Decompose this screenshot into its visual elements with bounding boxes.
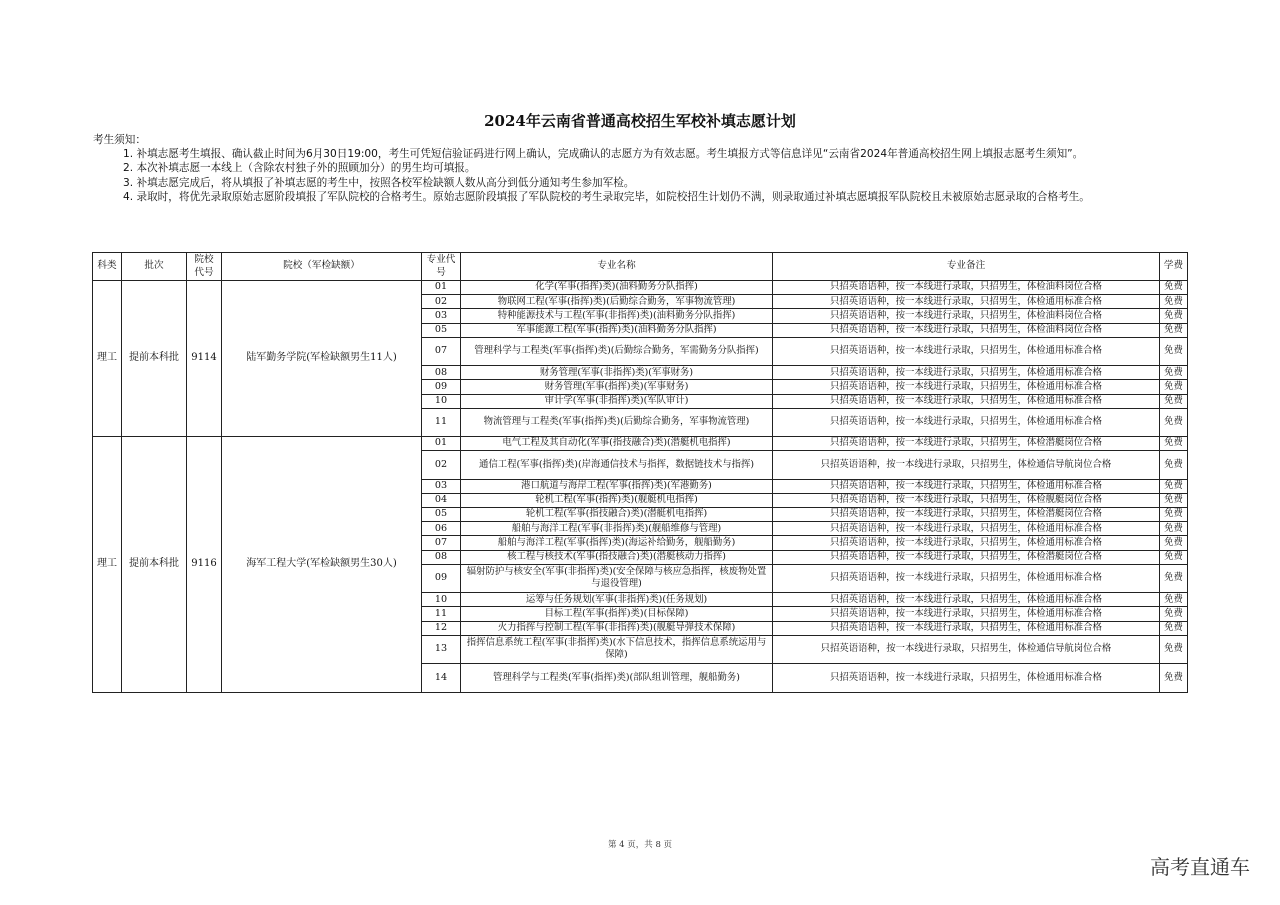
cell-major: 船舶与海洋工程(军事(指挥)类)(海运补给勤务，舰船勤务)	[461, 536, 773, 550]
notice-item: 4. 录取时，将优先录取原始志愿阶段填报了军队院校的合格考生。原始志愿阶段填报了军队院校的考生录取完毕，如院校招生计划仍不满，则录取通过补填志愿填报军队院校且未被原始志愿录取的合格考生。	[123, 190, 1090, 203]
cell-subject: 理工	[93, 437, 122, 692]
cell-fee: 免费	[1160, 394, 1188, 408]
cell-major-code: 08	[422, 366, 461, 380]
cell-major-code: 01	[422, 437, 461, 451]
cell-remark: 只招英语语种，按一本线进行录取，只招男生，体检通用标准合格	[773, 593, 1160, 607]
cell-school: 陆军勤务学院(军检缺额男生11人)	[222, 281, 422, 437]
cell-major: 轮机工程(军事(指技融合)类)(潜艇机电指挥)	[461, 508, 773, 522]
cell-major: 物流管理与工程类(军事(指挥)类)(后勤综合勤务，军事物流管理)	[461, 408, 773, 436]
cell-major-code: 02	[422, 295, 461, 309]
cell-major: 通信工程(军事(指挥)类)(岸海通信技术与指挥，数据链技术与指挥)	[461, 451, 773, 479]
cell-major: 目标工程(军事(指挥)类)(目标保障)	[461, 607, 773, 621]
cell-fee: 免费	[1160, 337, 1188, 365]
cell-fee: 免费	[1160, 323, 1188, 337]
cell-fee: 免费	[1160, 295, 1188, 309]
cell-major-code: 02	[422, 451, 461, 479]
cell-remark: 只招英语语种，按一本线进行录取，只招男生，体检通用标准合格	[773, 408, 1160, 436]
cell-major: 指挥信息系统工程(军事(非指挥)类)(水下信息技术，指挥信息系统运用与保障)	[461, 635, 773, 663]
header-major: 专业名称	[461, 253, 773, 281]
cell-remark: 只招英语语种，按一本线进行录取，只招男生，体检通信导航岗位合格	[773, 451, 1160, 479]
cell-remark: 只招英语语种，按一本线进行录取，只招男生，体检通用标准合格	[773, 522, 1160, 536]
header-school-code: 院校代号	[187, 253, 222, 281]
cell-fee: 免费	[1160, 664, 1188, 692]
cell-major: 管理科学与工程类(军事(指挥)类)(后勤综合勤务，军需勤务分队指挥)	[461, 337, 773, 365]
notice-section	[93, 133, 1193, 204]
cell-major-code: 08	[422, 550, 461, 564]
header-subject: 科类	[93, 253, 122, 281]
cell-major-code: 09	[422, 380, 461, 394]
cell-major-code: 07	[422, 536, 461, 550]
header-remark: 专业备注	[773, 253, 1160, 281]
cell-major: 辐射防护与核安全(军事(非指挥)类)(安全保障与核应急指挥，核废物处置与退役管理)	[461, 564, 773, 592]
cell-remark: 只招英语语种，按一本线进行录取，只招男生，体检油料岗位合格	[773, 323, 1160, 337]
cell-major-code: 10	[422, 593, 461, 607]
table-row	[93, 437, 1188, 451]
cell-major-code: 12	[422, 621, 461, 635]
cell-fee: 免费	[1160, 380, 1188, 394]
notice-item: 1. 补填志愿考生填报、确认截止时间为6月30日19:00，考生可凭短信验证码进行网上确认，完成确认的志愿方为有效志愿。考生填报方式等信息详见“云南省2024年普通高校招生网上填报志愿考生须知”。	[123, 148, 1084, 161]
cell-major: 特种能源技术与工程(军事(非指挥)类)(油料勤务分队指挥)	[461, 309, 773, 323]
cell-remark: 只招英语语种，按一本线进行录取，只招男生，体检通用标准合格	[773, 621, 1160, 635]
cell-batch: 提前本科批	[122, 437, 187, 692]
cell-fee: 免费	[1160, 451, 1188, 479]
header-fee: 学费	[1160, 253, 1188, 281]
watermark: 高考直通车	[1150, 855, 1250, 879]
cell-major: 电气工程及其自动化(军事(指技融合)类)(潜艇机电指挥)	[461, 437, 773, 451]
cell-fee: 免费	[1160, 635, 1188, 663]
cell-major-code: 13	[422, 635, 461, 663]
header-school: 院校（军检缺额）	[222, 253, 422, 281]
cell-remark: 只招英语语种，按一本线进行录取，只招男生，体检通用标准合格	[773, 337, 1160, 365]
cell-fee: 免费	[1160, 437, 1188, 451]
notice-item: 3. 补填志愿完成后，将从填报了补填志愿的考生中，按照各校军检缺额人数从高分到低分通知考生参加军检。	[123, 176, 635, 189]
cell-batch: 提前本科批	[122, 281, 187, 437]
cell-remark: 只招英语语种，按一本线进行录取，只招男生，体检通用标准合格	[773, 607, 1160, 621]
cell-major: 物联网工程(军事(指挥)类)(后勤综合勤务，军事物流管理)	[461, 295, 773, 309]
cell-major-code: 11	[422, 607, 461, 621]
cell-major-code: 01	[422, 281, 461, 295]
cell-major: 财务管理(军事(指挥)类)(军事财务)	[461, 380, 773, 394]
cell-major: 船舶与海洋工程(军事(非指挥)类)(舰船维修与管理)	[461, 522, 773, 536]
page-number: 第 4 页，共 8 页	[607, 840, 673, 850]
notice-item: 2. 本次补填志愿一本线上（含除农村独子外的照顾加分）的男生均可填报。	[123, 162, 476, 175]
cell-remark: 只招英语语种，按一本线进行录取，只招男生，体检通用标准合格	[773, 664, 1160, 692]
cell-school-code: 9114	[187, 281, 222, 437]
cell-fee: 免费	[1160, 607, 1188, 621]
cell-remark: 只招英语语种，按一本线进行录取，只招男生，体检潜艇岗位合格	[773, 508, 1160, 522]
cell-fee: 免费	[1160, 550, 1188, 564]
cell-fee: 免费	[1160, 564, 1188, 592]
cell-school: 海军工程大学(军检缺额男生30人)	[222, 437, 422, 692]
cell-fee: 免费	[1160, 522, 1188, 536]
cell-remark: 只招英语语种，按一本线进行录取，只招男生，体检通用标准合格	[773, 380, 1160, 394]
cell-remark: 只招英语语种，按一本线进行录取，只招男生，体检通用标准合格	[773, 366, 1160, 380]
cell-major: 核工程与核技术(军事(指技融合)类)(潜艇核动力指挥)	[461, 550, 773, 564]
cell-fee: 免费	[1160, 508, 1188, 522]
notice-heading: 考生须知：	[93, 134, 146, 146]
cell-fee: 免费	[1160, 621, 1188, 635]
cell-major-code: 10	[422, 394, 461, 408]
cell-fee: 免费	[1160, 281, 1188, 295]
cell-major-code: 03	[422, 479, 461, 493]
cell-remark: 只招英语语种，按一本线进行录取，只招男生，体检通用标准合格	[773, 479, 1160, 493]
cell-remark: 只招英语语种，按一本线进行录取，只招男生，体检潜艇岗位合格	[773, 437, 1160, 451]
cell-major-code: 11	[422, 408, 461, 436]
cell-remark: 只招英语语种，按一本线进行录取，只招男生，体检油料岗位合格	[773, 281, 1160, 295]
cell-major: 港口航道与海岸工程(军事(指挥)类)(军港勤务)	[461, 479, 773, 493]
cell-remark: 只招英语语种，按一本线进行录取，只招男生，体检油料岗位合格	[773, 309, 1160, 323]
cell-remark: 只招英语语种，按一本线进行录取，只招男生，体检潜艇岗位合格	[773, 550, 1160, 564]
cell-major: 火力指挥与控制工程(军事(非指挥)类)(舰艇导弹技术保障)	[461, 621, 773, 635]
cell-fee: 免费	[1160, 408, 1188, 436]
cell-major: 轮机工程(军事(指挥)类)(舰艇机电指挥)	[461, 493, 773, 507]
table-row	[93, 281, 1188, 295]
cell-remark: 只招英语语种，按一本线进行录取，只招男生，体检舰艇岗位合格	[773, 493, 1160, 507]
header-major-code: 专业代号	[422, 253, 461, 281]
cell-remark: 只招英语语种，按一本线进行录取，只招男生，体检通用标准合格	[773, 536, 1160, 550]
cell-subject: 理工	[93, 281, 122, 437]
cell-major-code: 05	[422, 508, 461, 522]
cell-fee: 免费	[1160, 309, 1188, 323]
cell-remark: 只招英语语种，按一本线进行录取，只招男生，体检通用标准合格	[773, 295, 1160, 309]
cell-school-code: 9116	[187, 437, 222, 692]
cell-major-code: 14	[422, 664, 461, 692]
cell-major: 运筹与任务规划(军事(非指挥)类)(任务规划)	[461, 593, 773, 607]
cell-fee: 免费	[1160, 593, 1188, 607]
cell-major: 军事能源工程(军事(指挥)类)(油料勤务分队指挥)	[461, 323, 773, 337]
cell-remark: 只招英语语种，按一本线进行录取，只招男生，体检通用标准合格	[773, 394, 1160, 408]
cell-remark: 只招英语语种，按一本线进行录取，只招男生，体检通信导航岗位合格	[773, 635, 1160, 663]
cell-major-code: 03	[422, 309, 461, 323]
cell-fee: 免费	[1160, 479, 1188, 493]
cell-major: 财务管理(军事(非指挥)类)(军事财务)	[461, 366, 773, 380]
cell-fee: 免费	[1160, 493, 1188, 507]
cell-major-code: 09	[422, 564, 461, 592]
cell-major: 审计学(军事(非指挥)类)(军队审计)	[461, 394, 773, 408]
cell-fee: 免费	[1160, 536, 1188, 550]
table-header-row	[93, 253, 1188, 281]
cell-major-code: 06	[422, 522, 461, 536]
enrollment-plan-table	[92, 252, 1188, 693]
cell-remark: 只招英语语种，按一本线进行录取，只招男生，体检通用标准合格	[773, 564, 1160, 592]
table-body	[93, 281, 1188, 693]
cell-major-code: 04	[422, 493, 461, 507]
cell-major-code: 07	[422, 337, 461, 365]
cell-fee: 免费	[1160, 366, 1188, 380]
cell-major: 管理科学与工程类(军事(指挥)类)(部队组训管理，舰船勤务)	[461, 664, 773, 692]
cell-major: 化学(军事(指挥)类)(油料勤务分队指挥)	[461, 281, 773, 295]
header-batch: 批次	[122, 253, 187, 281]
page-title: 2024年云南省普通高校招生军校补填志愿计划	[484, 112, 796, 130]
cell-major-code: 05	[422, 323, 461, 337]
